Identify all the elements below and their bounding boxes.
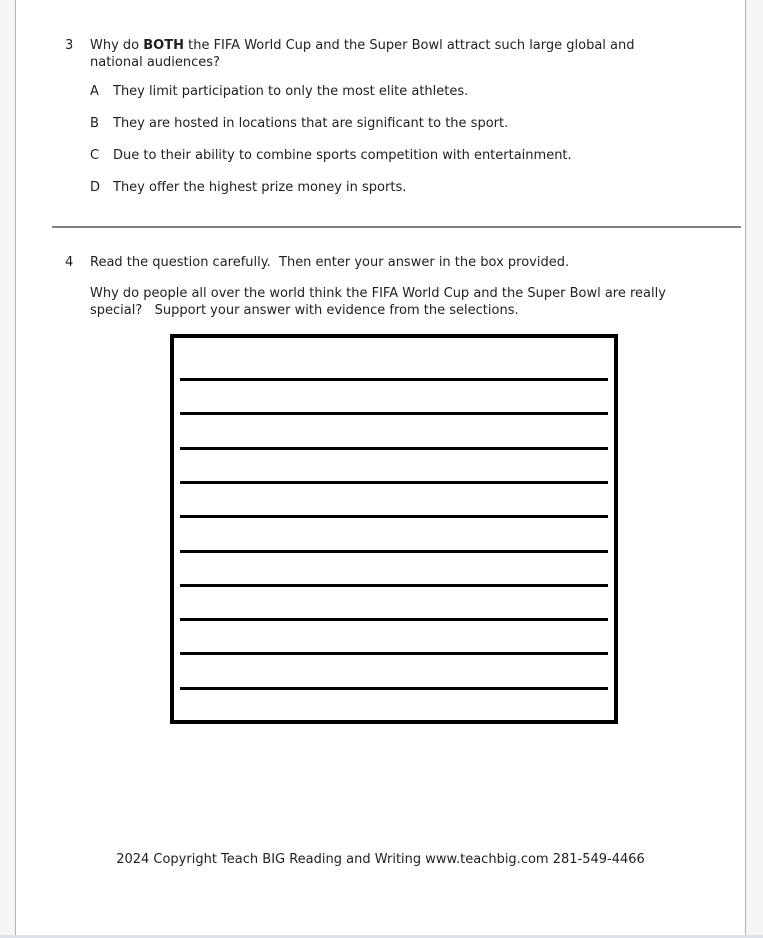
question-3-text-prefix: Why do (90, 38, 144, 53)
answer-line (180, 652, 608, 655)
answer-line (180, 584, 608, 587)
option-a (90, 84, 690, 100)
option-c-text: Due to their ability to combine sports competition with entertainment. (113, 148, 572, 163)
question-4-prompt: Why do people all over the world think the FIFA World Cup and the Super Bowl are really special? Support your answer with evidence from the selections. (90, 286, 671, 318)
section-divider (52, 226, 741, 228)
answer-line (180, 618, 608, 621)
answer-line (180, 412, 608, 415)
question-3-number: 3 (65, 38, 74, 53)
option-b-letter: B (90, 116, 99, 131)
option-d-text: They offer the highest prize money in sports. (113, 180, 407, 195)
option-d (90, 180, 690, 196)
answer-line (180, 550, 608, 553)
question-4-instruction: Read the question carefully. Then enter your answer in the box provided. (90, 255, 570, 270)
option-d-letter: D (90, 180, 101, 195)
option-c (90, 148, 690, 164)
question-3-text-bold: BOTH (143, 38, 184, 53)
question-3-text (90, 38, 675, 71)
question-4 (65, 255, 705, 272)
answer-line (180, 687, 608, 690)
option-a-letter: A (90, 84, 99, 99)
question-4-number: 4 (65, 255, 74, 270)
option-c-letter: C (90, 148, 100, 163)
answer-line (180, 447, 608, 450)
page-content (16, 1, 745, 937)
worksheet-page (15, 0, 746, 936)
option-b-text: They are hosted in locations that are significant to the sport. (113, 116, 509, 131)
answer-line (180, 481, 608, 484)
answer-box[interactable] (170, 334, 618, 724)
question-3-text-suffix: the FIFA World Cup and the Super Bowl attract such large global and national audiences? (90, 38, 639, 70)
option-a-text: They limit participation to only the most elite athletes. (113, 84, 469, 99)
answer-line (180, 378, 608, 381)
answer-line (180, 515, 608, 518)
question-3 (65, 38, 675, 71)
footer-copyright: 2024 Copyright Teach BIG Reading and Writing www.teachbig.com 281-549-4466 (116, 852, 645, 867)
option-b (90, 116, 690, 132)
